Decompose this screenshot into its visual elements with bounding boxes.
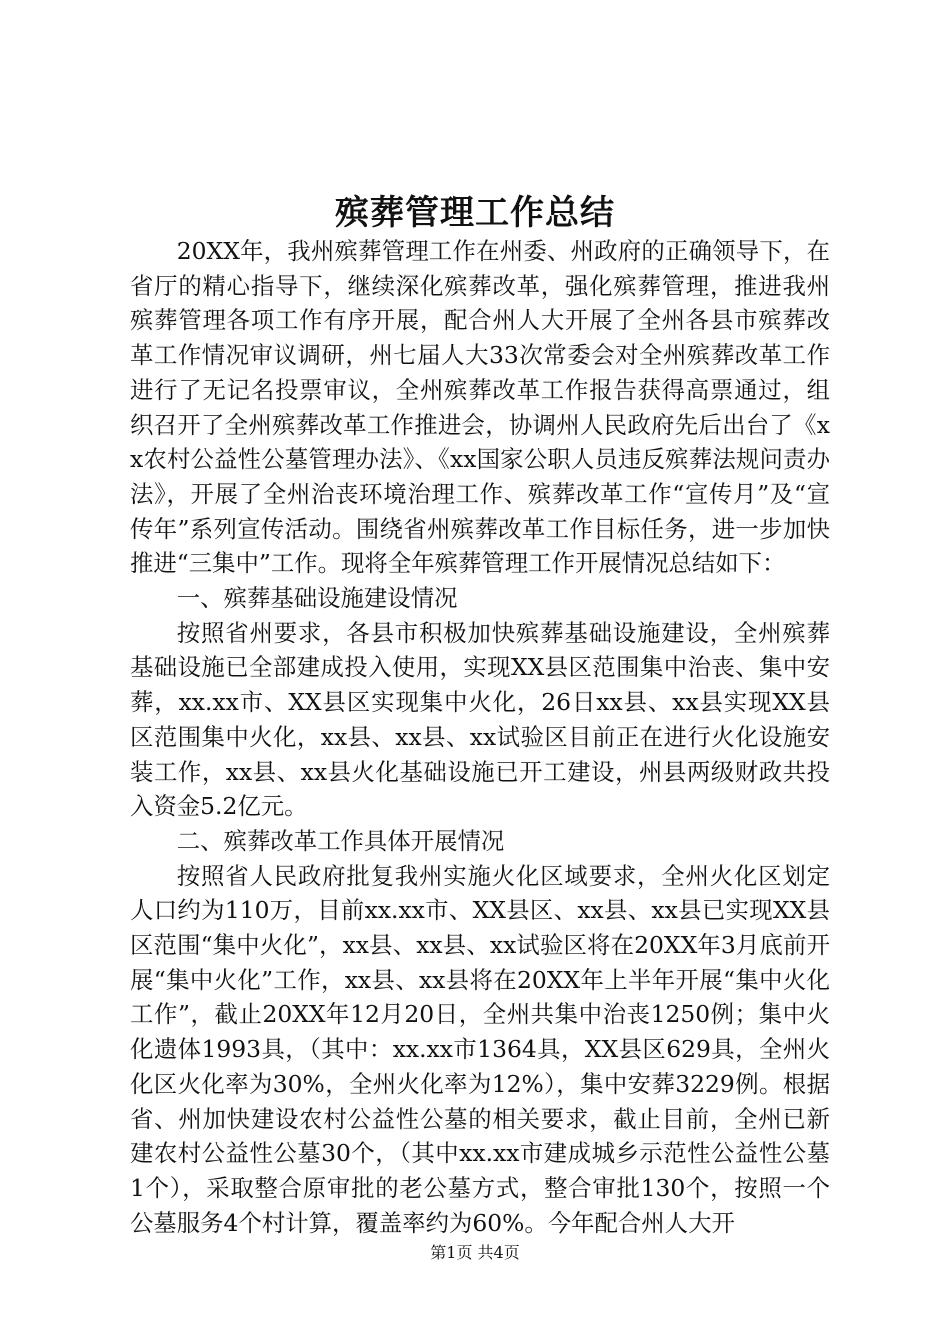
section-heading-1: 一、殡葬基础设施建设情况 [176,584,458,613]
section-2-paragraph: 按照省人民政府批复我州实施火化区域要求，全州火化区划定人口约为110万，目前xx.xx市、XX县区、xx县、xx县已实现XX县区范围“集中火化”，xx县、xx县、xx试验区将在20XX年3月底前开展“集中火化”工作，xx县、xx县将在20XX年上半年开展“集中火化工作”，截止20XX年12月20日，全州共集中治丧1250例；集中火化遗体1993具，（其中：xx.xx市1364具，XX县区629具，全州火化区火化率为30%，全州火化率为12%），集中安葬3229例。根据省、州加快建设农村公益性公墓的相关要求，截止目前，全州已新建农村公益性公墓30个，（其中xx.xx市建成城乡示范性公益性公墓1个），采取整合原审批的老公墓方式，整合审批130个，按照一个公墓服务4个村计算，覆盖率约为60%。今年配合州人大开 [130,861,830,1237]
document-title: 殡葬管理工作总结 [335,193,615,233]
page-footer: 第1页 共4页 [430,1243,520,1262]
document-body [130,234,830,1240]
section-1-paragraph: 按照省州要求，各县市积极加快殡葬基础设施建设，全州殡葬基础设施已全部建成投入使用，实现XX县区范围集中治丧、集中安葬，xx.xx市、XX县区实现集中火化，26日xx县、xx县实现XX县区范围集中火化，xx县、xx县、xx试验区目前正在进行火化设施安装工作，xx县、xx县火化基础设施已开工建设，州县两级财政共投入资金5.2亿元。 [130,618,830,821]
intro-paragraph: 20XX年，我州殡葬管理工作在州委、州政府的正确领导下，在省厅的精心指导下，继续深化殡葬改革，强化殡葬管理，推进我州殡葬管理各项工作有序开展，配合州人大开展了全州各县市殡葬改革工作情况审议调研，州七届人大33次常委会对全州殡葬改革工作进行了无记名投票审议，全州殡葬改革工作报告获得高票通过，组织召开了全州殡葬改革工作推进会，协调州人民政府先后出台了《xx农村公益性公墓管理办法》、《xx国家公职人员违反殡葬法规问责办法》，开展了全州治丧环境治理工作、殡葬改革工作“宣传月”及“宣传年”系列宣传活动。围绕省州殡葬改革工作目标任务，进一步加快推进“三集中”工作。现将全年殡葬管理工作开展情况总结如下： [130,237,830,578]
section-heading-2: 二、殡葬改革工作具体开展情况 [176,826,505,855]
